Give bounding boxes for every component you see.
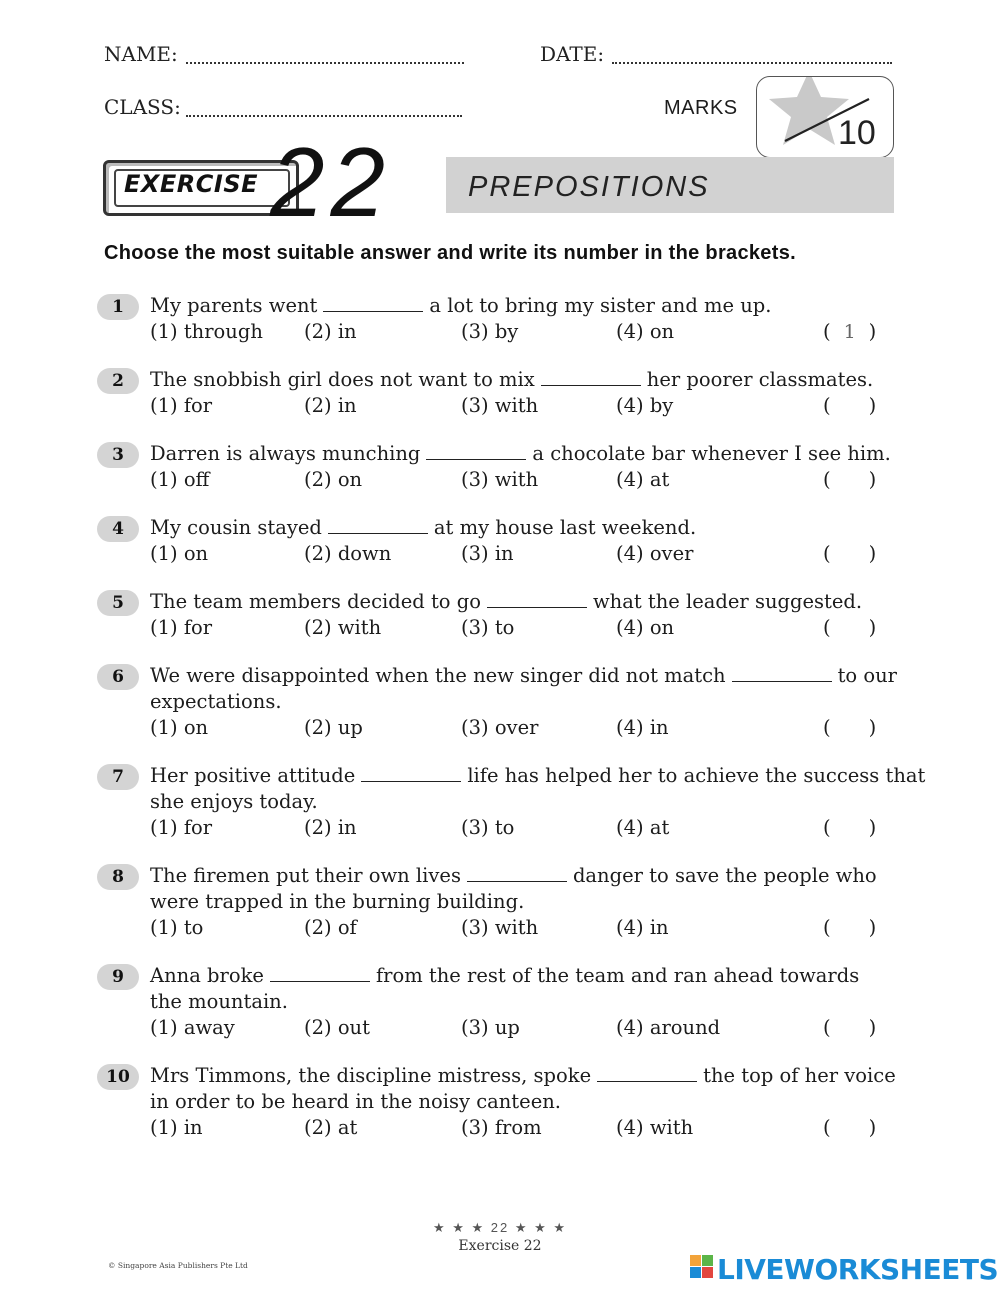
question-text-after: danger to save the people who: [572, 864, 877, 887]
option-3: (3) up: [461, 1016, 520, 1039]
question-text-before: Anna broke: [150, 964, 264, 987]
question-number: 6: [97, 664, 139, 690]
name-label: NAME:: [104, 42, 178, 66]
question-text-before: Her positive attitude: [150, 764, 356, 787]
question-text: [150, 590, 862, 613]
topic-title: PREPOSITIONS: [468, 171, 710, 203]
option-3: (3) by: [461, 320, 519, 343]
option-3: (3) with: [461, 916, 539, 939]
question-text-before: My parents went: [150, 294, 318, 317]
question-text-continued: were trapped in the burning building.: [150, 890, 525, 913]
answer-bracket[interactable]: ( ): [823, 716, 877, 739]
answer-blank[interactable]: [541, 384, 641, 386]
answer-blank[interactable]: [328, 532, 428, 534]
option-1: (1) on: [150, 716, 209, 739]
option-2: (2) in: [304, 320, 357, 343]
option-4: (4) by: [616, 394, 674, 417]
question-text: [150, 516, 696, 539]
question-number: 1: [97, 294, 139, 320]
answer-bracket[interactable]: ( ): [823, 616, 877, 639]
answer-blank[interactable]: [361, 780, 461, 782]
answer-blank[interactable]: [270, 980, 370, 982]
answer-bracket[interactable]: ( ): [823, 394, 877, 417]
option-1: (1) through: [150, 320, 263, 343]
question-text-after: what the leader suggested.: [592, 590, 863, 613]
option-3: (3) in: [461, 542, 514, 565]
question-number: 8: [97, 864, 139, 890]
liveworksheets-logo-icon: [690, 1255, 714, 1279]
question-text-continued: she enjoys today.: [150, 790, 318, 813]
question-number: 5: [97, 590, 139, 616]
option-1: (1) for: [150, 394, 213, 417]
question-text: [150, 764, 925, 787]
question-number: 7: [97, 764, 139, 790]
option-2: (2) on: [304, 468, 363, 491]
date-label: DATE:: [540, 42, 605, 66]
marks-total: 10: [838, 114, 876, 152]
page-marker: ★ ★ ★ 22 ★ ★ ★: [432, 1220, 568, 1235]
question-text: [150, 864, 877, 887]
option-1: (1) away: [150, 1016, 235, 1039]
answer-bracket[interactable]: ( ): [823, 816, 877, 839]
answer-bracket[interactable]: ( ): [823, 1116, 877, 1139]
question-number: 2: [97, 368, 139, 394]
class-label: CLASS:: [104, 95, 181, 119]
option-1: (1) on: [150, 542, 209, 565]
answer-blank[interactable]: [732, 680, 832, 682]
option-1: (1) for: [150, 816, 213, 839]
exercise-number: 22: [270, 127, 392, 237]
answer-blank[interactable]: [487, 606, 587, 608]
question-text: [150, 964, 859, 987]
question-text-continued: expectations.: [150, 690, 282, 713]
question-text-after: a lot to bring my sister and me up.: [429, 294, 772, 317]
exercise-label: EXERCISE: [124, 170, 258, 198]
question-text-before: Darren is always munching: [150, 442, 421, 465]
question-text: [150, 442, 891, 465]
question-number: 9: [97, 964, 139, 990]
answer-blank[interactable]: [323, 310, 423, 312]
question-text-before: The snobbish girl does not want to mix: [150, 368, 535, 391]
option-4: (4) over: [616, 542, 694, 565]
option-2: (2) of: [304, 916, 357, 939]
question-text-before: My cousin stayed: [150, 516, 322, 539]
option-3: (3) to: [461, 816, 515, 839]
question-text-after: her poorer classmates.: [646, 368, 874, 391]
question-text-continued: in order to be heard in the noisy canteen.: [150, 1090, 561, 1113]
option-4: (4) with: [616, 1116, 694, 1139]
answer-bracket[interactable]: ( ): [823, 916, 877, 939]
option-4: (4) on: [616, 616, 675, 639]
option-4: (4) in: [616, 716, 669, 739]
option-4: (4) on: [616, 320, 675, 343]
name-field[interactable]: [186, 62, 464, 64]
option-3: (3) to: [461, 616, 515, 639]
option-1: (1) for: [150, 616, 213, 639]
option-2: (2) up: [304, 716, 363, 739]
option-1: (1) off: [150, 468, 210, 491]
class-field[interactable]: [186, 115, 462, 117]
question-text-after: from the rest of the team and ran ahead towards: [375, 964, 860, 987]
option-3: (3) over: [461, 716, 539, 739]
option-3: (3) from: [461, 1116, 542, 1139]
answer-value[interactable]: 1: [843, 321, 856, 343]
option-4: (4) in: [616, 916, 669, 939]
answer-blank[interactable]: [467, 880, 567, 882]
answer-blank[interactable]: [597, 1080, 697, 1082]
option-2: (2) in: [304, 816, 357, 839]
question-number: 3: [97, 442, 139, 468]
option-1: (1) in: [150, 1116, 203, 1139]
question-text-after: life has helped her to achieve the success that: [467, 764, 926, 787]
question-text-after: to our: [837, 664, 897, 687]
question-text-before: Mrs Timmons, the discipline mistress, spoke: [150, 1064, 592, 1087]
question-text-before: The firemen put their own lives: [150, 864, 461, 887]
footer-exercise-label: Exercise 22: [458, 1238, 542, 1254]
question-number: 10: [97, 1064, 139, 1090]
option-4: (4) at: [616, 468, 670, 491]
answer-bracket[interactable]: ( 1 ): [823, 320, 877, 343]
marks-label: MARKS: [664, 97, 738, 119]
option-3: (3) with: [461, 468, 539, 491]
instruction-text: Choose the most suitable answer and write its number in the brackets.: [104, 242, 796, 264]
question-text: [150, 294, 771, 317]
option-2: (2) out: [304, 1016, 370, 1039]
option-3: (3) with: [461, 394, 539, 417]
option-1: (1) to: [150, 916, 204, 939]
option-2: (2) at: [304, 1116, 358, 1139]
answer-bracket[interactable]: ( ): [823, 542, 877, 565]
question-text: [150, 368, 873, 391]
question-text-after: a chocolate bar whenever I see him.: [532, 442, 891, 465]
question-text-continued: the mountain.: [150, 990, 288, 1013]
question-text-after: the top of her voice: [703, 1064, 896, 1087]
question-text-before: The team members decided to go: [150, 590, 481, 613]
option-2: (2) with: [304, 616, 382, 639]
option-4: (4) around: [616, 1016, 721, 1039]
question-text: [150, 1064, 896, 1087]
question-text-before: We were disappointed when the new singer did not match: [150, 664, 726, 687]
copyright-text: © Singapore Asia Publishers Pte Ltd: [108, 1261, 248, 1270]
question-text-after: at my house last weekend.: [433, 516, 697, 539]
answer-blank[interactable]: [426, 458, 526, 460]
option-2: (2) in: [304, 394, 357, 417]
question-text: [150, 664, 897, 687]
answer-bracket[interactable]: ( ): [823, 468, 877, 491]
option-2: (2) down: [304, 542, 392, 565]
answer-bracket[interactable]: ( ): [823, 1016, 877, 1039]
liveworksheets-brand[interactable]: LIVEWORKSHEETS: [717, 1253, 999, 1286]
question-number: 4: [97, 516, 139, 542]
date-field[interactable]: [612, 62, 892, 64]
option-4: (4) at: [616, 816, 670, 839]
